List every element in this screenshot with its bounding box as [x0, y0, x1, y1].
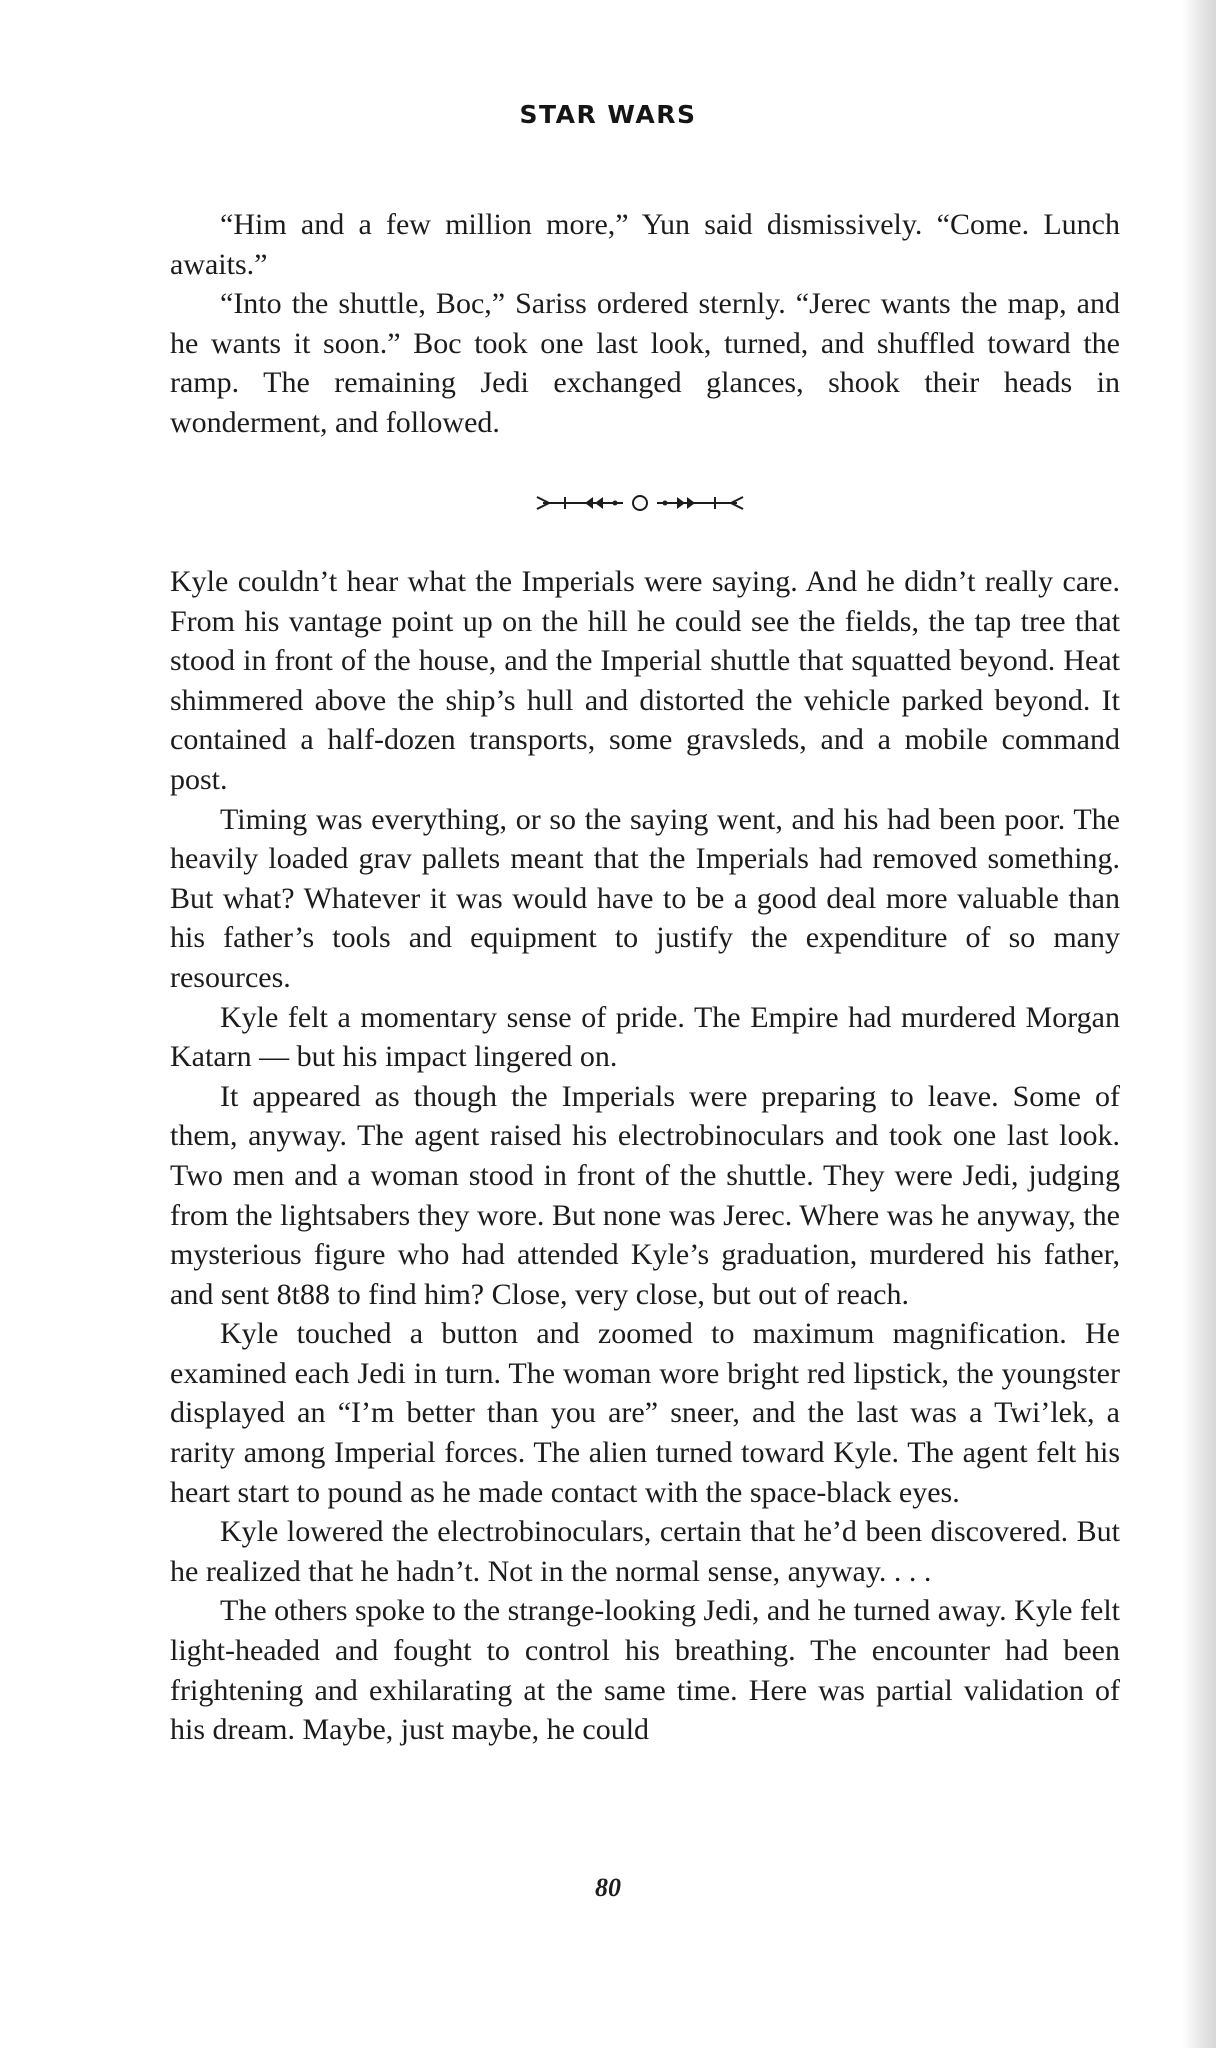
paragraph: “Him and a few million more,” Yun said dismissively. “Come. Lunch awaits.”	[170, 208, 1120, 281]
main-section	[170, 562, 1120, 1750]
page-edge-shadow	[1182, 0, 1216, 2048]
paragraph: The others spoke to the strange-looking Jedi, and he turned away. Kyle felt light-headed and fought to control his breathing. The encounter had been frightening and exhilarating at the same time. Here was partial validation of his dream. Maybe, just maybe, he could	[170, 1594, 1120, 1747]
top-section	[170, 205, 1120, 443]
paragraph: Kyle touched a button and zoomed to maximum magnification. He examined each Jedi in turn. The woman wore bright red lipstick, the youngster displayed an “I’m better than you are” sneer, and the last was a Twi’lek, a rarity among Imperial forces. The alien turned toward Kyle. The agent felt his heart start to pound as he made contact with the space-black eyes.	[170, 1317, 1120, 1509]
paragraph: Timing was everything, or so the saying went, and his had been poor. The heavily loaded grav pallets meant that the Imperials had removed something. But what? Whatever it was would have to be a good deal more valuable than his father’s tools and equipment to justify the expenditure of so many resources.	[170, 802, 1120, 994]
scene-break-ornament-icon	[535, 490, 745, 516]
paragraph: Kyle felt a momentary sense of pride. The Empire had murdered Morgan Katarn — but his impact lingered on.	[170, 1000, 1120, 1074]
paragraph: It appeared as though the Imperials were preparing to leave. Some of them, anyway. The agent raised his electrobinoculars and took one last look. Two men and a woman stood in front of the shuttle. They were Jedi, judging from the lightsabers they wore. But none was Jerec. Where was he anyway, the mysterious figure who had attended Kyle’s graduation, murdered his father, and sent 8t88 to find him? Close, very close, but out of reach.	[170, 1079, 1120, 1311]
paragraph: Kyle couldn’t hear what the Imperials were saying. And he didn’t really care. From his vantage point up on the hill he could see the fields, the tap tree that stood in front of the house, and the Imperial shuttle that squatted beyond. Heat shimmered above the ship’s hull and distorted the vehicle parked beyond. It contained a half-dozen transports, some gravsleds, and a mobile command post.	[170, 565, 1120, 796]
paragraph: “Into the shuttle, Boc,” Sariss ordered sternly. “Jerec wants the map, and he wants it soon.” Boc took one last look, turned, and shuffled toward the ramp. The remaining Jedi exchanged glances, shook their heads in wonderment, and followed.	[170, 287, 1120, 439]
running-head: STAR WARS	[519, 100, 697, 129]
page-number: 80	[595, 1873, 621, 1902]
paragraph: Kyle lowered the electrobinoculars, certain that he’d been discovered. But he realized that he hadn’t. Not in the normal sense, anyway. . . .	[170, 1515, 1120, 1588]
